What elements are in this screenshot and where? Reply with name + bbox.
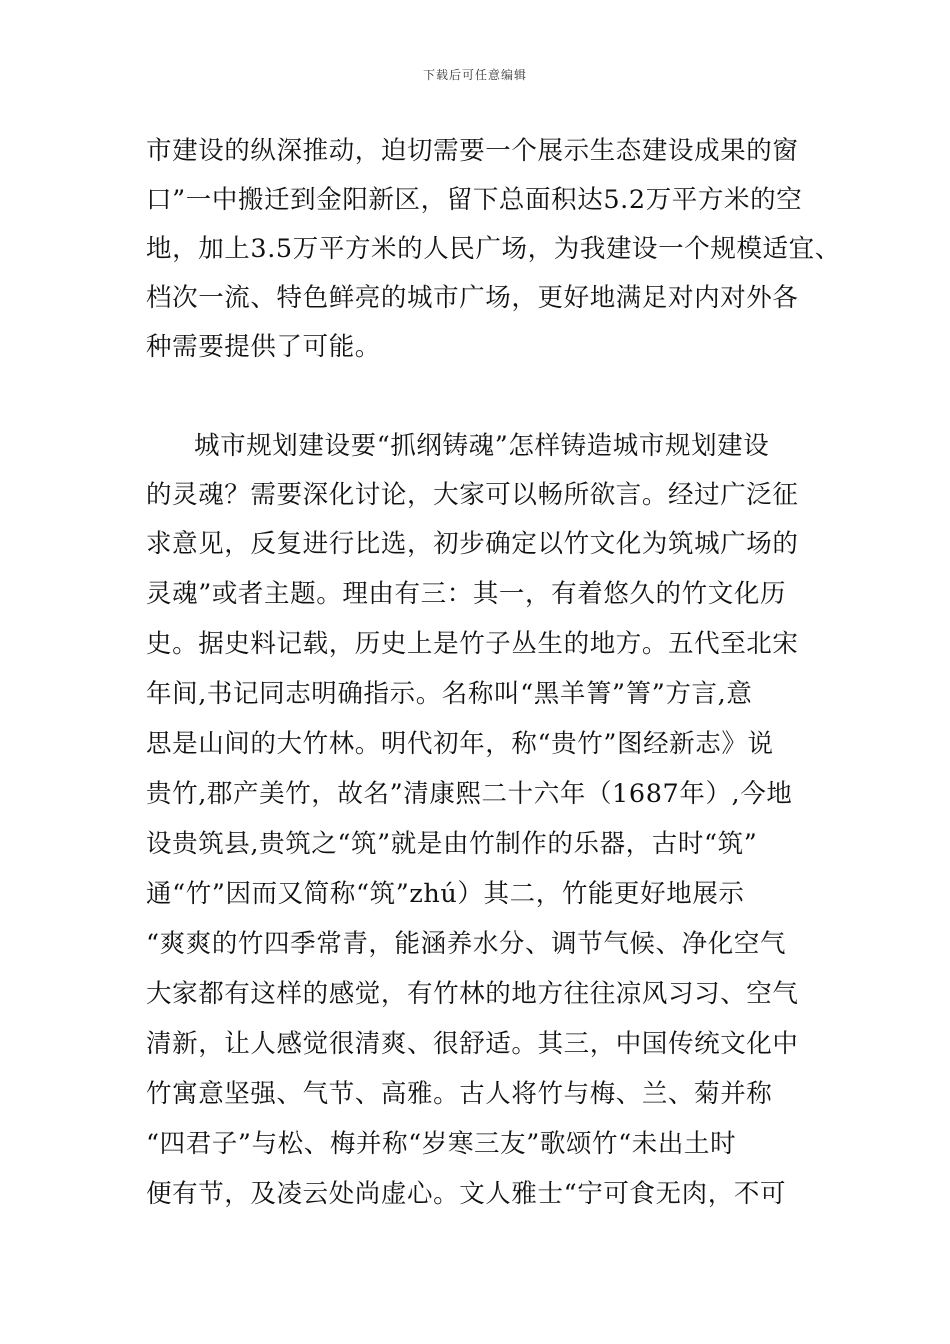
page-header: 下载后可任意编辑 [422,68,527,82]
text-line: 便有节，及凌云处尚虚心。文人雅士“宁可食无肉，不可 [146,1179,787,1209]
text-line: 清新，让人感觉很清爽、很舒适。其三，中国传统文化中 [146,1029,799,1059]
text-line: 设贵筑县,贵筑之“筑”就是由竹制作的乐器，古时“筑” [146,829,758,859]
text-line: “爽爽的竹四季常青，能涵养水分、调节气候、净化空气 [146,929,787,959]
text-line: 地，加上3.5万平方米的人民广场，为我建设一个规模适宜、 [146,234,841,264]
text-line: 种需要提供了可能。 [146,332,381,362]
text-line: 口”一中搬迁到金阳新区，留下总面积达5.2万平方米的空 [146,185,803,215]
text-line: 竹寓意坚强、气节、高雅。古人将竹与梅、兰、菊并称 [146,1079,773,1109]
text-line: 档次一流、特色鲜亮的城市广场，更好地满足对内对外各 [146,283,799,313]
text-line: 市建设的纵深推动，迫切需要一个展示生态建设成果的窗 [146,136,799,166]
text-line: 求意见，反复进行比选，初步确定以竹文化为筑城广场的 [146,529,799,559]
text-line: 灵魂”或者主题。理由有三：其一，有着悠久的竹文化历 [146,579,787,609]
text-line: 史。据史料记载，历史上是竹子丛生的地方。五代至北宋 [146,629,799,659]
text-line: 年间,书记同志明确指示。名称叫“黑羊箐”箐”方言,意 [146,679,753,709]
text-line: “四君子”与松、梅并称“岁寒三友”歌颂竹“未出土时 [146,1129,737,1159]
text-line: 大家都有这样的感觉，有竹林的地方往往凉风习习、空气 [146,979,799,1009]
text-line: 的灵魂？需要深化讨论，大家可以畅所欲言。经过广泛征 [146,480,799,510]
text-line: 贵竹,郡产美竹，故名”清康熙二十六年（1687年）,今地 [146,779,793,809]
text-line: 通“竹”因而又简称“筑”zhú）其二，竹能更好地展示 [146,879,745,909]
text-line: 思是山间的大竹林。明代初年，称“贵竹”图经新志》说 [146,729,774,759]
text-line-indented: 城市规划建设要“抓纲铸魂”怎样铸造城市规划建设 [194,431,770,461]
